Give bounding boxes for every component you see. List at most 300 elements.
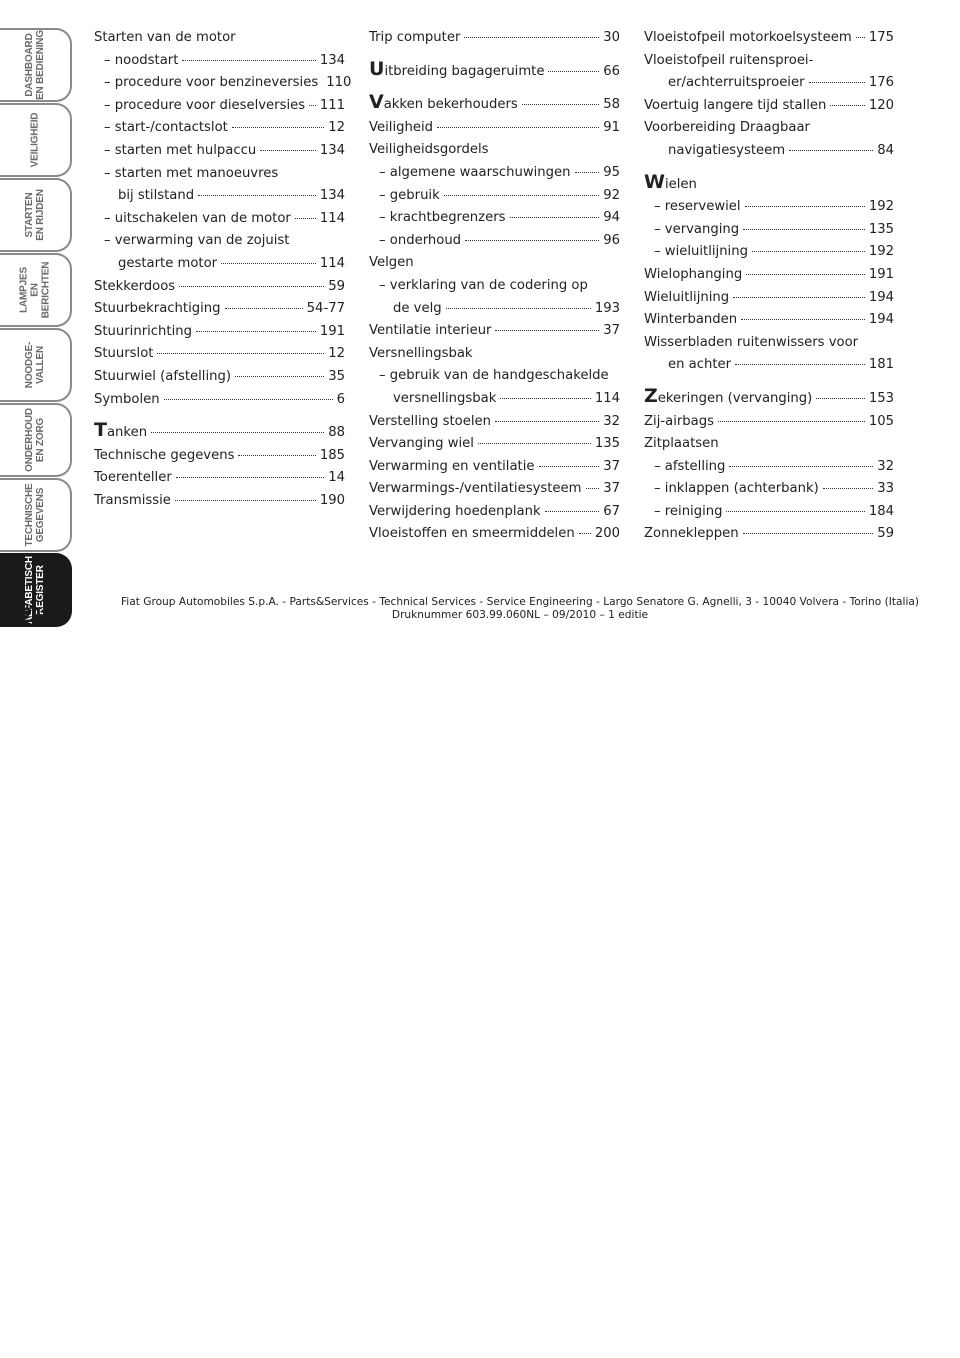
index-page-number: 120 [868,97,894,113]
dot-leader [548,71,599,72]
index-page-number: 184 [868,503,894,519]
dot-leader [235,376,324,377]
index-entry [94,185,345,208]
index-entry-text [379,207,506,230]
index-entry-label: Zonnekleppen [644,526,739,542]
index-entry-label: – gebruik van de handgeschakelde [379,368,609,384]
dot-leader [478,443,591,444]
index-entry-label: Versnellingsbak [369,345,473,361]
index-entry [369,433,620,456]
index-page-number: 91 [603,119,620,135]
index-entry-text [369,27,460,50]
index-entry-text [104,208,291,231]
index-entry-text [104,117,228,140]
index-entry-label: akken bekerhouders [383,97,518,113]
index-entry [369,298,620,321]
index-entry-label: Vloeistofpeil motorkoelsysteem [644,30,852,45]
chapter-tab[interactable] [0,103,72,177]
index-page-number: 200 [594,526,620,542]
index-entry-text [118,253,217,276]
index-entry-text [379,162,571,185]
index-entry [369,320,620,343]
index-entry-text [654,219,739,242]
index-entry-text [644,385,812,411]
index-entry-text [94,467,172,490]
chapter-tab[interactable] [0,178,72,252]
index-entry [369,230,620,253]
index-entry-text [379,368,609,383]
index-entry [94,366,345,389]
index-entry-label: Verstelling stoelen [369,413,491,429]
index-entry [369,139,620,162]
index-entry [644,523,894,546]
index-entry-text [668,140,785,163]
dot-leader [718,421,865,422]
index-page-number: 114 [319,210,345,226]
chapter-tab-label: DASHBOARD EN BEDIENING [24,30,46,100]
index-entry-label: Stuurinrichting [94,323,192,339]
dot-leader [743,533,874,534]
index-entry [644,332,894,355]
index-page-number: 33 [877,481,894,497]
dot-leader [726,511,864,512]
index-page-number: 194 [868,289,894,305]
index-entry-label: Symbolen [94,391,160,407]
dot-leader [151,432,324,433]
dot-leader [495,421,599,422]
dot-leader [179,286,324,287]
index-page-number: 59 [877,526,894,542]
index-entry-text [94,366,231,389]
index-entry [644,411,894,434]
index-entry-label: Starten van de motor [94,30,236,45]
index-page-number: 153 [868,390,894,406]
index-page-number: 66 [603,63,620,79]
dot-leader [221,263,316,264]
index-page-number: 134 [319,188,345,204]
index-entry-label: – vervanging [654,221,740,237]
chapter-tab-label: NOODGE- VALLEN [24,341,46,389]
index-entry [94,140,345,163]
index-entry-label: Velgen [369,255,414,271]
index-entry-text [369,501,541,524]
index-entry-label: Voorbereiding Draagbaar [644,120,810,136]
index-entry-text [654,241,748,264]
dot-leader [545,511,600,512]
index-entry-text [668,354,731,377]
index-entry [369,478,620,501]
index-page-number: 192 [868,199,894,215]
chapter-tab[interactable] [0,403,72,477]
index-entry [644,171,894,197]
index-entry [94,389,345,412]
index-page-number: 193 [594,300,620,316]
index-entry-label: Verwarmings-/ventilatiesysteem [369,481,582,497]
index-entry-label: versnellingsbak [393,390,497,406]
index-entry-label: Winterbanden [644,312,738,328]
dot-leader [444,195,599,196]
dot-leader [232,127,324,128]
index-entry [644,385,894,411]
index-entry [369,523,620,546]
dot-leader [733,297,865,298]
index-entry-label: Stuurbekrachtiging [94,301,221,317]
index-page-number: 54-77 [306,301,345,317]
index-entry-label: Toerenteller [94,470,172,486]
index-page-number: 84 [877,142,894,158]
chapter-tab-label: ALFABETISCH REGISTER [24,556,46,624]
chapter-tab[interactable] [0,478,72,552]
index-entry-label: Trip computer [369,30,461,45]
dot-leader [746,274,865,275]
index-entry-text [644,287,729,310]
index-entry-label: Vervanging wiel [369,436,474,452]
chapter-tab[interactable] [0,28,72,102]
dot-leader [182,60,315,61]
dot-leader [539,466,600,467]
index-page-number: 111 [319,97,345,113]
index-entry [644,456,894,479]
index-entry-label: Zitplaatsen [644,436,719,452]
index-entry-text [644,27,852,50]
index-entry-label: Vloeistoffen en smeermiddelen [369,526,575,542]
index-page-number: 105 [868,413,894,429]
index-entry [94,208,345,231]
index-entry [94,163,345,186]
index-entry-text [104,140,256,163]
index-page-number: 58 [603,97,620,113]
index-column-1 [94,27,352,512]
dot-leader [745,206,865,207]
index-entry-text [644,335,858,350]
index-entry-text [94,30,236,45]
dot-leader [741,319,865,320]
index-page-number: 30 [603,30,620,45]
dot-leader [157,353,324,354]
index-page-number: 94 [603,210,620,226]
index-entry-text [654,478,819,501]
index-page-number: 96 [603,232,620,248]
index-entry [94,445,345,468]
index-entry-label: – noodstart [104,52,179,68]
index-entry [644,354,894,377]
index-entry-text [369,320,491,343]
index-page-number: 192 [868,244,894,260]
index-page-number: 14 [328,470,345,486]
index-entry [94,276,345,299]
index-entry-text [104,166,278,181]
dot-leader [510,217,600,218]
index-entry [369,185,620,208]
index-entry [94,467,345,490]
index-entry-label: – verwarming van de zojuist [104,233,290,249]
index-entry [644,478,894,501]
index-entry-label: Wielophanging [644,266,743,282]
index-entry-text [644,411,714,434]
index-page-number: 88 [328,425,345,441]
index-entry-label: Stuurslot [94,346,154,362]
index-entry [369,343,620,366]
index-entry-label: – inklappen (achterbank) [654,481,819,497]
index-entry [369,365,620,388]
index-entry-label: Stekkerdoos [94,278,176,294]
dot-leader [809,82,865,83]
index-entry-label: – afstelling [654,458,726,474]
index-page-number: 12 [328,120,345,136]
dot-leader [816,398,865,399]
dot-leader [495,330,599,331]
index-entry [644,196,894,219]
index-entry-text [369,346,473,361]
index-entry-text [94,419,147,445]
dot-leader [260,150,316,151]
dot-leader [464,37,599,38]
index-entry-label: Verwarming en ventilatie [369,458,535,474]
dot-leader [225,308,303,309]
section-initial-letter: V [369,91,384,114]
index-entry [94,95,345,118]
section-initial-letter: Z [644,384,658,407]
dot-leader [522,104,599,105]
index-page-number: 12 [328,346,345,362]
index-entry [644,140,894,163]
index-entry [644,72,894,95]
index-entry-label: Ventilatie interieur [369,323,492,339]
chapter-tab-label: LAMPJES EN BERICHTEN [18,261,52,319]
index-entry-label: Voertuig langere tijd stallen [644,97,827,113]
index-entry-label: Zij-airbags [644,413,714,429]
index-entry [369,456,620,479]
footer-address-line: Fiat Group Automobiles S.p.A. - Parts&Services - Technical Services - Service Engineering - Largo Senatore G. Agnelli, 3 - 10040 Volvera - Torino (Italia) [120,596,920,608]
publisher-footer [80,596,960,622]
index-entry [94,343,345,366]
index-page-number: 175 [868,30,894,45]
dot-leader [735,364,865,365]
index-page-number: 181 [868,357,894,373]
index-page-number: 95 [603,164,620,180]
dot-leader [446,308,591,309]
index-entry-label: ielen [664,176,697,192]
index-entry-text [644,53,813,68]
index-entry-text [369,433,474,456]
index-entry-text [369,91,518,117]
index-entry-text [644,170,697,193]
index-entry-text [369,142,489,157]
index-page-number: 185 [319,447,345,463]
index-entry-label: Wieluitlijning [644,289,730,305]
index-entry [644,219,894,242]
index-entry-label: Verwijdering hoedenplank [369,503,541,519]
index-page-number: 114 [319,255,345,271]
index-entry [644,95,894,118]
chapter-tab-label: STARTEN EN RIJDEN [24,189,46,241]
index-entry-label: Vloeistofpeil ruitensproei- [644,52,814,68]
index-entry-label: – procedure voor benzineversies [104,75,319,91]
index-entry-label: Wisserbladen ruitenwissers voor [644,334,859,350]
dot-leader [198,195,316,196]
dot-leader [789,150,873,151]
index-entry [644,27,894,50]
dot-leader [176,477,324,478]
dot-leader [164,399,333,400]
index-entry-label: Stuurwiel (afstelling) [94,368,231,384]
section-initial-letter: U [369,57,385,80]
index-page-number: 37 [603,481,620,497]
index-entry [94,490,345,513]
chapter-tab[interactable] [0,253,72,327]
index-entry [369,252,620,275]
index-entry [369,207,620,230]
index-entry-text [369,478,582,501]
index-entry-text [369,58,544,84]
index-page-number: 191 [868,266,894,282]
index-page-number: 135 [594,436,620,452]
index-column-2 [369,27,620,546]
index-entry-label: Technische gegevens [94,447,235,463]
index-entry-text [644,436,719,451]
index-entry-text [104,95,305,118]
section-initial-letter: W [644,170,665,193]
dot-leader [437,127,599,128]
dot-leader [500,398,590,399]
dot-leader [175,500,316,501]
index-entry-label: – starten met manoeuvres [104,165,279,181]
dot-leader [752,251,865,252]
index-page-number: 59 [328,278,345,294]
index-entry-text [94,321,192,344]
chapter-tab-sidebar [0,28,72,628]
index-entry [369,117,620,140]
index-entry-text [379,230,461,253]
index-entry-text [644,309,737,332]
index-entry-text [118,185,194,208]
index-entry-label: anken [106,425,148,441]
index-entry-text [644,523,739,546]
index-entry [369,275,620,298]
index-entry [644,501,894,524]
chapter-tab[interactable] [0,328,72,402]
index-entry-label: – krachtbegrenzers [379,210,506,226]
index-entry-text [94,445,234,468]
index-entry-label: – starten met hulpaccu [104,142,257,158]
index-entry-label: – uitschakelen van de motor [104,210,291,226]
index-page-number: 135 [868,221,894,237]
index-entry-text [94,276,175,299]
index-entry [94,230,345,253]
index-entry-label: Transmissie [94,492,171,508]
index-page-number: 35 [328,368,345,384]
index-page-number: 114 [594,390,620,406]
index-entry [369,162,620,185]
index-entry-text [393,388,496,411]
index-entry [94,419,345,445]
dot-leader [196,331,316,332]
index-entry [369,58,620,84]
dot-leader [586,488,600,489]
index-entry [94,298,345,321]
index-entry-label: ekeringen (vervanging) [657,390,813,406]
index-entry-text [369,255,414,270]
index-page-number: 190 [319,492,345,508]
section-initial-letter: T [94,419,107,442]
index-entry-text [104,50,178,73]
dot-leader [579,533,591,534]
index-entry [94,253,345,276]
index-entry-label: itbreiding bagageruimte [384,63,545,79]
index-entry [369,501,620,524]
index-entry-label: – wieluitlijning [654,244,748,260]
index-entry [94,321,345,344]
index-entry-label: en achter [668,357,732,373]
chapter-tab-label: TECHNISCHE GEGEVENS [24,483,46,547]
index-page-number: 92 [603,187,620,203]
index-entry-text [104,72,318,95]
index-entry [644,241,894,264]
index-entry [94,72,352,95]
dot-leader [823,488,873,489]
index-entry-text [369,117,433,140]
index-entry-text [654,501,722,524]
index-entry-label: – algemene waarschuwingen [379,164,571,180]
index-entry-label: – start-/contactslot [104,120,228,136]
index-entry-label: – reiniging [654,503,723,519]
index-entry-text [104,233,289,248]
index-entry-label: gestarte motor [118,255,218,271]
index-page-number: 67 [603,503,620,519]
index-entry-text [644,95,826,118]
index-entry-text [94,298,221,321]
index-entry-label: Veiligheidsgordels [369,142,489,158]
index-entry-label: – reservewiel [654,199,741,215]
index-page-number: 134 [319,142,345,158]
dot-leader [729,466,873,467]
index-page-number: 110 [326,75,352,91]
index-entry-text [94,389,160,412]
dot-leader [830,105,864,106]
index-entry-label: navigatiesysteem [668,142,786,158]
index-entry [94,50,345,73]
index-entry-text [369,523,575,546]
index-entry-label: de velg [393,300,442,316]
index-entry-label: – onderhoud [379,232,462,248]
index-entry [369,27,620,50]
dot-leader [465,240,599,241]
dot-leader [238,455,315,456]
index-entry-text [668,72,805,95]
index-entry-text [654,196,741,219]
chapter-tab-label: ONDERHOUD EN ZORG [24,408,46,472]
index-page-number: 191 [319,323,345,339]
index-entry-text [94,343,153,366]
index-entry [369,388,620,411]
index-entry-text [393,298,442,321]
index-page-number: 32 [877,458,894,474]
dot-leader [856,37,865,38]
index-entry-label: – verklaring van de codering op [379,277,588,293]
index-entry-text [379,278,588,293]
index-page-number: 37 [603,458,620,474]
index-entry-label: – procedure voor dieselversies [104,97,306,113]
index-column-3 [644,27,894,546]
index-entry-label: – gebruik [379,187,440,203]
index-entry [94,27,345,50]
chapter-tab-label: VEILIGHEID [29,112,41,168]
index-entry-label: er/achterruitsproeier [668,75,805,91]
index-entry-label: bij stilstand [118,188,195,204]
footer-print-line: Druknummer 603.99.060NL – 09/2010 – 1 editie [391,609,649,621]
dot-leader [309,105,316,106]
index-page-number: 194 [868,312,894,328]
